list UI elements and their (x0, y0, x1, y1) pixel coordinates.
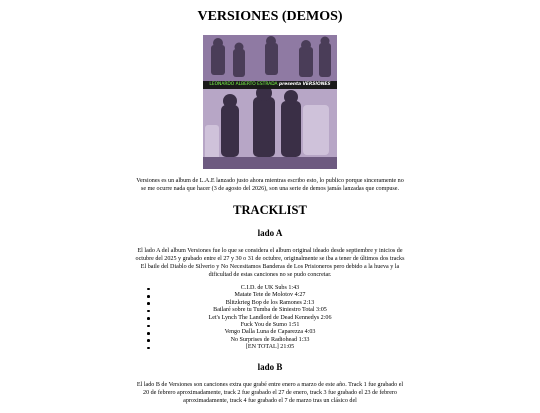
list-item: Vengo Dalla Luna de Caparezza 4:03 (135, 329, 405, 336)
intro-paragraph: Versiones es un album de L.A.E lanzado justo ahora mientras escribo esto, lo publico porque sinceramente no se me ocurre nada que hacer (3 de agosto del 2026), son una serie de demos jamás lanzadas que compuse. (136, 178, 404, 192)
album-cover-container (0, 35, 540, 169)
list-item: Let's Lynch The Landlord de Dead Kennedys 2:06 (135, 315, 405, 322)
cover-presenta: presenta (278, 82, 302, 87)
album-cover-caption (203, 81, 337, 89)
side-a-description: El lado A del album Versiones fue lo que se considera el album original ideado desde septiembre y inicios de octubre del 2025 y grabado entre el 27 y 30 o 31 de octubre, originalmente se iba a tener de últimos dos tracks El baile del Diablo de Silverio y No Necesitamos Banderas de Los Prisioneros pero debido a la hueva y la dificultad de estas canciones no se pudo concretar. (135, 248, 405, 278)
page (0, 8, 540, 405)
list-item: No Surprises de Radiohead 1:33 (135, 337, 405, 344)
side-b-heading: lado B (257, 361, 283, 372)
side-a-tracklist (135, 285, 405, 352)
cover-artist-name: LEONARDO ALBERTO ESTRADA (209, 82, 278, 87)
page-title: VERSIONES (DEMOS) (197, 9, 343, 24)
album-cover-image (203, 35, 337, 169)
list-item: Matate Tete de Molotov 4:27 (135, 292, 405, 299)
list-item: C.I.D. de UK Subs 1:43 (135, 285, 405, 292)
side-b-description: El lado B de Versiones son canciones extra que grabé entre enero a marzo de este año. Track 1 fue grabado el 20 de febrero aproximadamente, track 2 fue grabado el 27 de enero, track 3 fue grabado el 23 de febrero aproximadamente, track 4 fue grabado el 7 de marzo tras un clásico del (136, 381, 404, 404)
cover-album-title: VERSIONES (302, 82, 331, 87)
side-a-heading: lado A (257, 228, 283, 238)
tracklist-heading: TRACKLIST (233, 203, 307, 217)
list-item: Bailaré sobre tu Tumba de Siniestro Total 3:05 (135, 307, 405, 314)
list-item: Blitzkrieg Bop de los Ramones 2:13 (135, 300, 405, 307)
list-item: [EN TOTAL] 21:05 (135, 344, 405, 351)
album-cover-artwork (203, 35, 337, 169)
list-item: Fuck You de Sumo 1:51 (135, 322, 405, 329)
